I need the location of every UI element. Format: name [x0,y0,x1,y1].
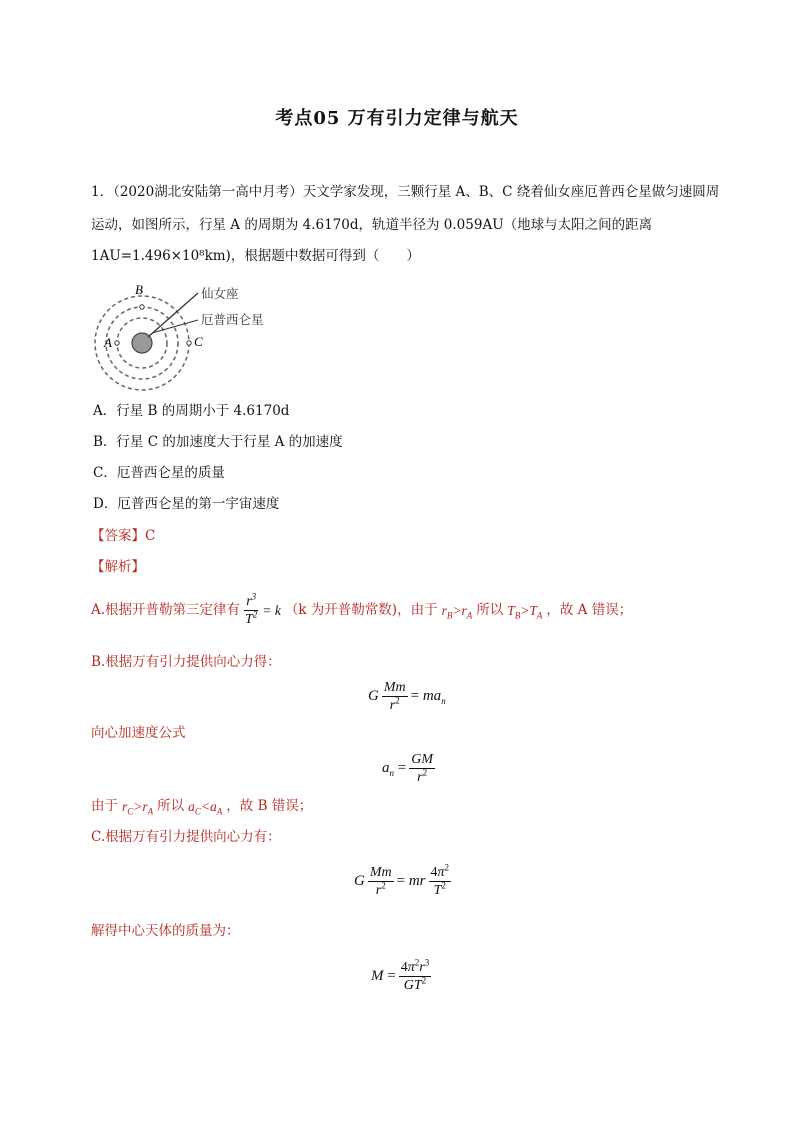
so-label-2: 所以 [157,798,185,814]
orbit-diagram [90,282,290,392]
answer: 【答案】C [91,528,156,544]
question-line-2: 运动，如图所示，行星 A 的周期为 4.6170d，轨道半径为 0.059AU（地球与太阳之间的距离 [91,217,653,233]
label-b: B [135,282,143,297]
pointer-upsilon [152,320,198,333]
radius-comparison-ca: $r_C>r_A$ [122,799,154,817]
option-b: B．行星 C 的加速度大于行星 A 的加速度 [93,434,343,450]
pointer-andromeda [148,293,198,337]
equation-gravity-accel: G $\frac{Mm}{r^2}$ = $ma_n$ [368,680,446,714]
planet-c [187,341,191,345]
page-title: 考点05 万有引力定律与航天 [275,108,519,129]
period-comparison: $T_B>T_A$ [507,603,543,621]
equation-mass: M = $\frac{4\pi^2r^3}{GT^2}$ [371,957,430,994]
mass-label: 解得中心天体的质量为： [91,923,240,939]
label-andromeda: 仙女座 [201,286,239,301]
kepler-constant: = k [262,603,281,619]
equation-centripetal: $a_n$ = $\frac{GM}{r^2}$ [382,752,433,786]
analysis-c-line: C.根据万有引力提供向心力有： [91,829,281,845]
so-label: 所以 [476,602,504,619]
analysis-a-middle: （k 为开普勒常数)，由于 [284,602,438,619]
analysis-a-line [91,591,633,628]
analysis-b-conclusion-suffix: ，故 B 错误； [226,798,313,814]
analysis-b-conclusion [91,798,313,817]
analysis-label: 【解析】 [91,559,145,575]
analysis-a-suffix: ，故 A 错误； [546,602,633,619]
kepler-fraction: $\frac{r^3}{T^2}$ [245,591,258,628]
accel-comparison: $a_C<a_A$ [188,799,223,817]
label-upsilon: 厄普西仑星 [201,312,264,327]
option-d: D．厄普西仑星的第一宇宙速度 [93,496,280,512]
planet-b [140,305,144,309]
planet-a [115,341,119,345]
label-a: A [104,335,112,350]
question-line-1: 1．（2020湖北安陆第一高中月考）天文学家发现，三颗行星 A、B、C 绕着仙女座厄普西仑星做匀速圆周 [91,184,720,200]
analysis-b-conclusion-prefix: 由于 [91,798,118,814]
question-line-3: 1AU=1.496×10⁸km)，根据题中数据可得到（ ） [91,248,420,264]
analysis-b-line: B.根据万有引力提供向心力得： [91,654,281,670]
analysis-a-prefix: A.根据开普勒第三定律有 [91,602,241,619]
radius-comparison: $r_B>r_A$ [441,603,473,621]
option-c: C．厄普西仑星的质量 [93,465,225,481]
equation-gravity-period: G $\frac{Mm}{r^2}$ = mr $\frac{4\pi^2}{T^2}$ [354,862,450,899]
label-c: C [194,334,203,349]
centripetal-label: 向心加速度公式 [91,725,186,741]
option-a: A．行星 B 的周期小于 4.6170d [93,403,290,419]
